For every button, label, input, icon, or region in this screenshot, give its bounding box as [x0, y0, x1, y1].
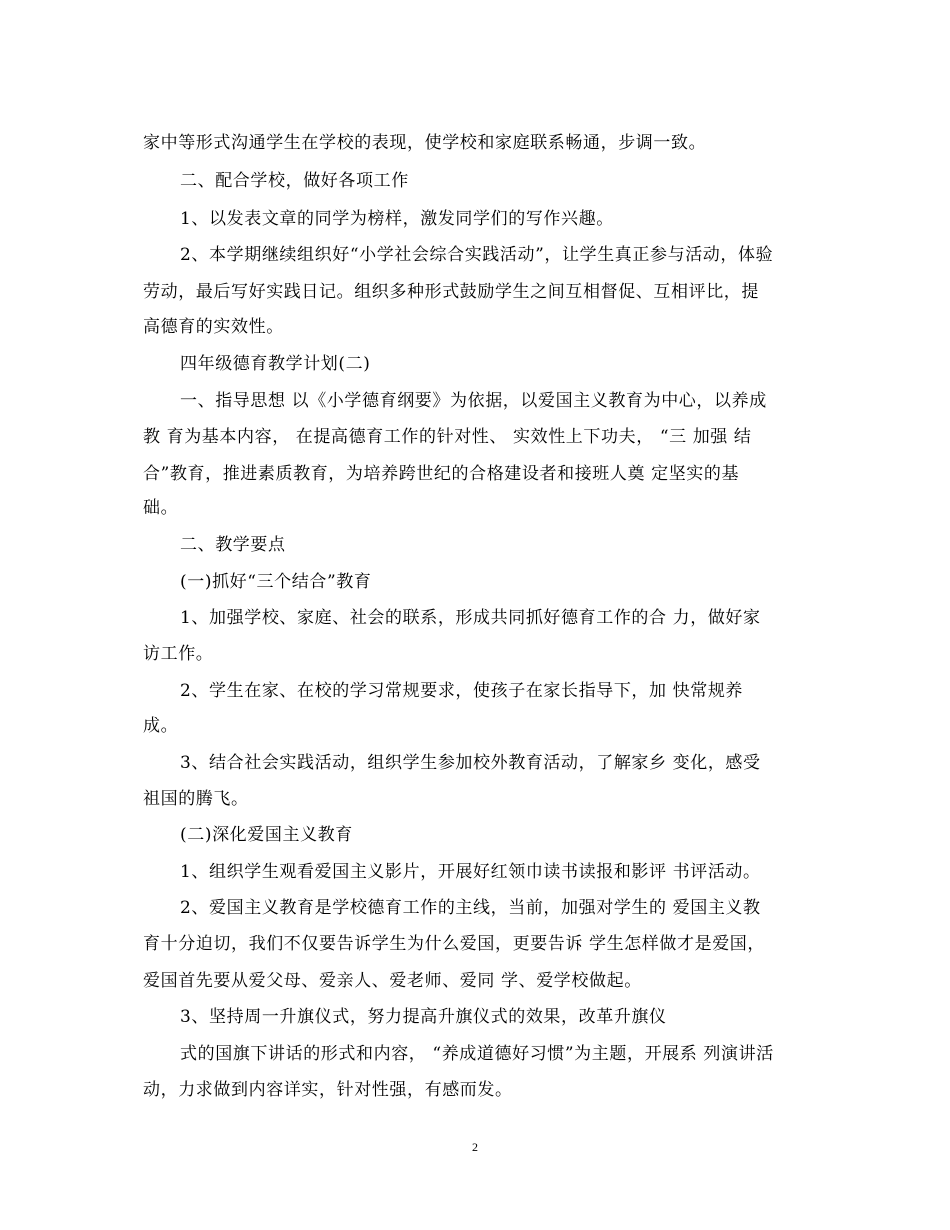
section-heading: 二、配合学校，做好各项工作 [180, 171, 409, 191]
paragraph-line: 2、爱国主义教育是学校德育工作的主线，当前，加强对学生的 爱国主义教 [180, 898, 761, 918]
paragraph-line: 1、加强学校、家庭、社会的联系，形成共同抓好德育工作的合 力，做好家 [180, 608, 761, 628]
paragraph-line: 育十分迫切，我们不仅要告诉学生为什么爱国，更要告诉 学生怎样做才是爱国， [143, 934, 766, 954]
document-subtitle: 四年级德育教学计划(二) [180, 354, 371, 374]
subsection-heading: (一)抓好“三个结合”教育 [180, 572, 372, 592]
paragraph-line: 1、以发表文章的同学为榜样，激发同学们的写作兴趣。 [180, 209, 614, 229]
paragraph-line: 一、指导思想 以《小学德育纲要》为依据，以爱国主义教育为中心，以养成 [180, 391, 767, 411]
section-heading: 二、教学要点 [180, 535, 286, 555]
paragraph-line: 家中等形式沟通学生在学校的表现，使学校和家庭联系畅通，步调一致。 [143, 133, 707, 153]
paragraph-line: 1、组织学生观看爱国主义影片，开展好红领巾读书读报和影评 书评活动。 [180, 862, 761, 882]
paragraph-line: 3、坚持周一升旗仪式，努力提高升旗仪式的效果，改革升旗仪 [180, 1007, 667, 1027]
paragraph-line: 教 育为基本内容， 在提高德育工作的针对性、 实效性上下功夫， “三 加强 结 [143, 427, 752, 447]
paragraph-line: 高德育的实效性。 [143, 317, 284, 337]
paragraph-line: 祖国的腾飞。 [143, 789, 249, 809]
paragraph-line: 2、本学期继续组织好“小学社会综合实践活动”，让学生真正参与活动，体验 [180, 245, 774, 265]
paragraph-line: 动，力求做到内容详实，针对性强，有感而发。 [143, 1080, 513, 1100]
paragraph-line: 爱国首先要从爱父母、爱亲人、爱老师、爱同 学、爱学校做起。 [143, 971, 642, 991]
paragraph-line: 成。 [143, 716, 179, 736]
paragraph-line: 访工作。 [143, 644, 214, 664]
paragraph-line: 式的国旗下讲话的形式和内容， “养成道德好习惯”为主题，开展系 列演讲活 [180, 1044, 774, 1064]
paragraph-line: 劳动，最后写好实践日记。组织多种形式鼓励学生之间互相督促、互相评比，提 [143, 282, 759, 302]
subsection-heading: (二)深化爱国主义教育 [180, 825, 353, 845]
page-number: 2 [472, 1140, 478, 1154]
paragraph-line: 础。 [143, 498, 179, 518]
paragraph-line: 3、结合社会实践活动，组织学生参加校外教育活动，了解家乡 变化，感受 [180, 753, 761, 773]
paragraph-line: 合”教育，推进素质教育，为培养跨世纪的合格建设者和接班人奠 定坚实的基 [143, 464, 740, 484]
paragraph-line: 2、学生在家、在校的学习常规要求，使孩子在家长指导下，加 快常规养 [180, 681, 744, 701]
